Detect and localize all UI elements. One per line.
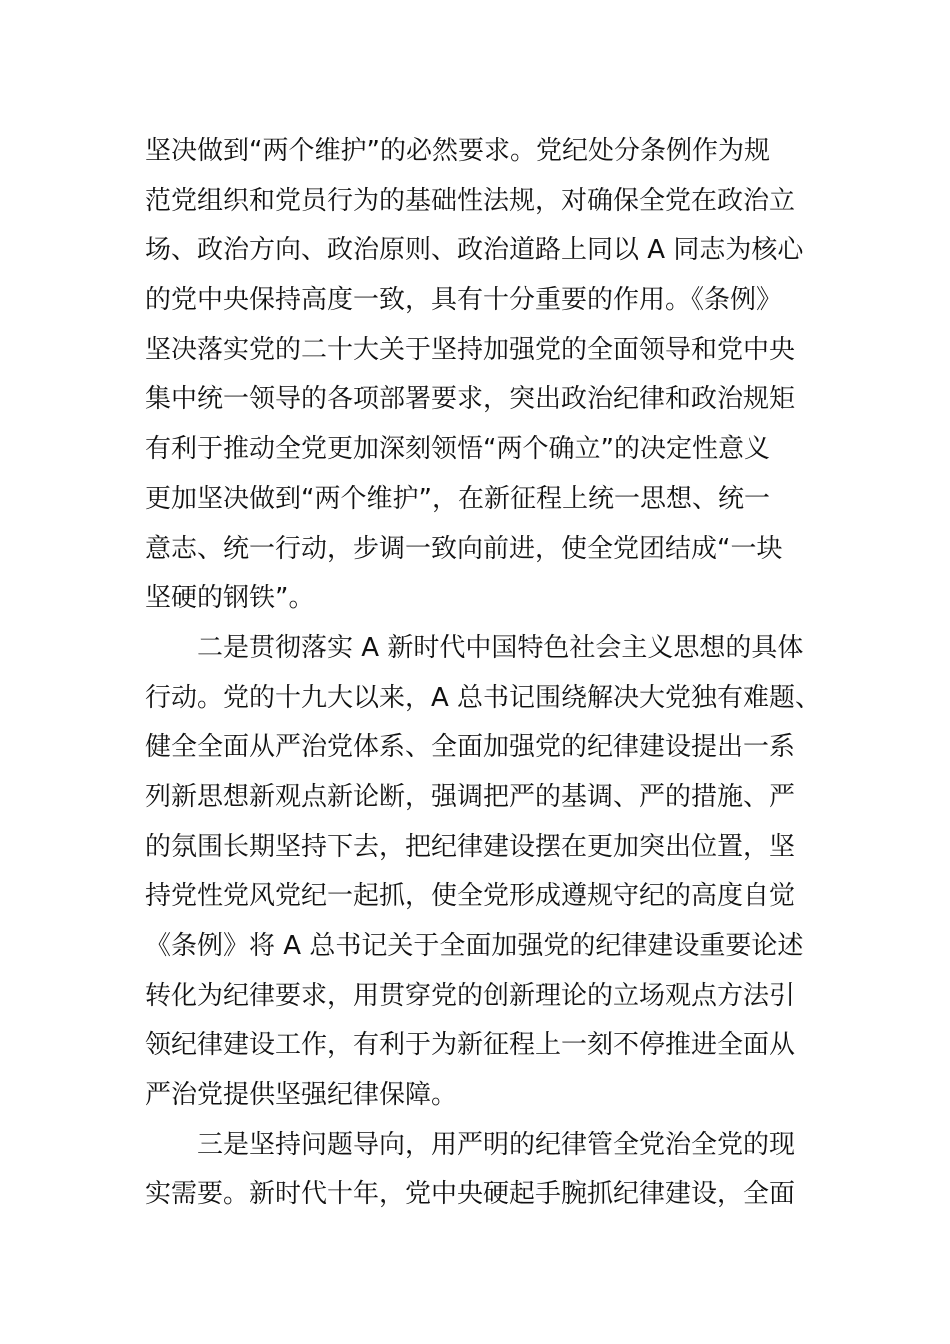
text-line: 坚硬的钢铁”。 bbox=[145, 583, 315, 614]
text-line: 有利于推动全党更加深刻领悟“两个确立”的决定性意义 bbox=[145, 434, 770, 465]
paragraph-start-line: 二是贯彻落实 A 新时代中国特色社会主义思想的具体 bbox=[197, 632, 804, 663]
text-line: 集中统一领导的各项部署要求，突出政治纪律和政治规矩 bbox=[145, 384, 796, 415]
text-line: 坚决落实党的二十大关于坚持加强党的全面领导和党中央 bbox=[145, 334, 796, 365]
text-line: 范党组织和党员行为的基础性法规，对确保全党在政治立 bbox=[145, 185, 796, 216]
text-line: 列新思想新观点新论断，强调把严的基调、严的措施、严 bbox=[145, 781, 796, 812]
text-line: 的氛围长期坚持下去，把纪律建设摆在更加突出位置，坚 bbox=[145, 831, 796, 862]
text-line: 领纪律建设工作，有利于为新征程上一刻不停推进全面从 bbox=[145, 1030, 796, 1061]
text-line: 场、政治方向、政治原则、政治道路上同以 A 同志为核心 bbox=[145, 235, 804, 266]
text-line: 更加坚决做到“两个维护”，在新征程上统一思想、统一 bbox=[145, 483, 770, 514]
text-line: 行动。党的十九大以来，A 总书记围绕解决大党独有难题、 bbox=[145, 682, 822, 713]
text-line: 的党中央保持高度一致，具有十分重要的作用。《条例》 bbox=[145, 285, 783, 316]
text-line: 持党性党风党纪一起抓，使全党形成遵规守纪的高度自觉 bbox=[145, 881, 796, 912]
text-line: 坚决做到“两个维护”的必然要求。党纪处分条例作为规 bbox=[145, 136, 770, 166]
paragraph-start-line: 三是坚持问题导向，用严明的纪律管全党治全党的现 bbox=[197, 1129, 796, 1160]
text-line: 健全全面从严治党体系、全面加强党的纪律建设提出一系 bbox=[145, 732, 796, 763]
text-line: 转化为纪律要求，用贯穿党的创新理论的立场观点方法引 bbox=[145, 980, 796, 1011]
body-text bbox=[145, 127, 822, 1220]
text-line: 严治党提供坚强纪律保障。 bbox=[145, 1080, 458, 1111]
text-line: 实需要。新时代十年，党中央硬起手腕抓纪律建设，全面 bbox=[145, 1179, 796, 1210]
text-line: 《条例》将 A 总书记关于全面加强党的纪律建设重要论述 bbox=[145, 931, 804, 961]
text-line: 意志、统一行动，步调一致向前进，使全党团结成“一块 bbox=[145, 533, 783, 564]
